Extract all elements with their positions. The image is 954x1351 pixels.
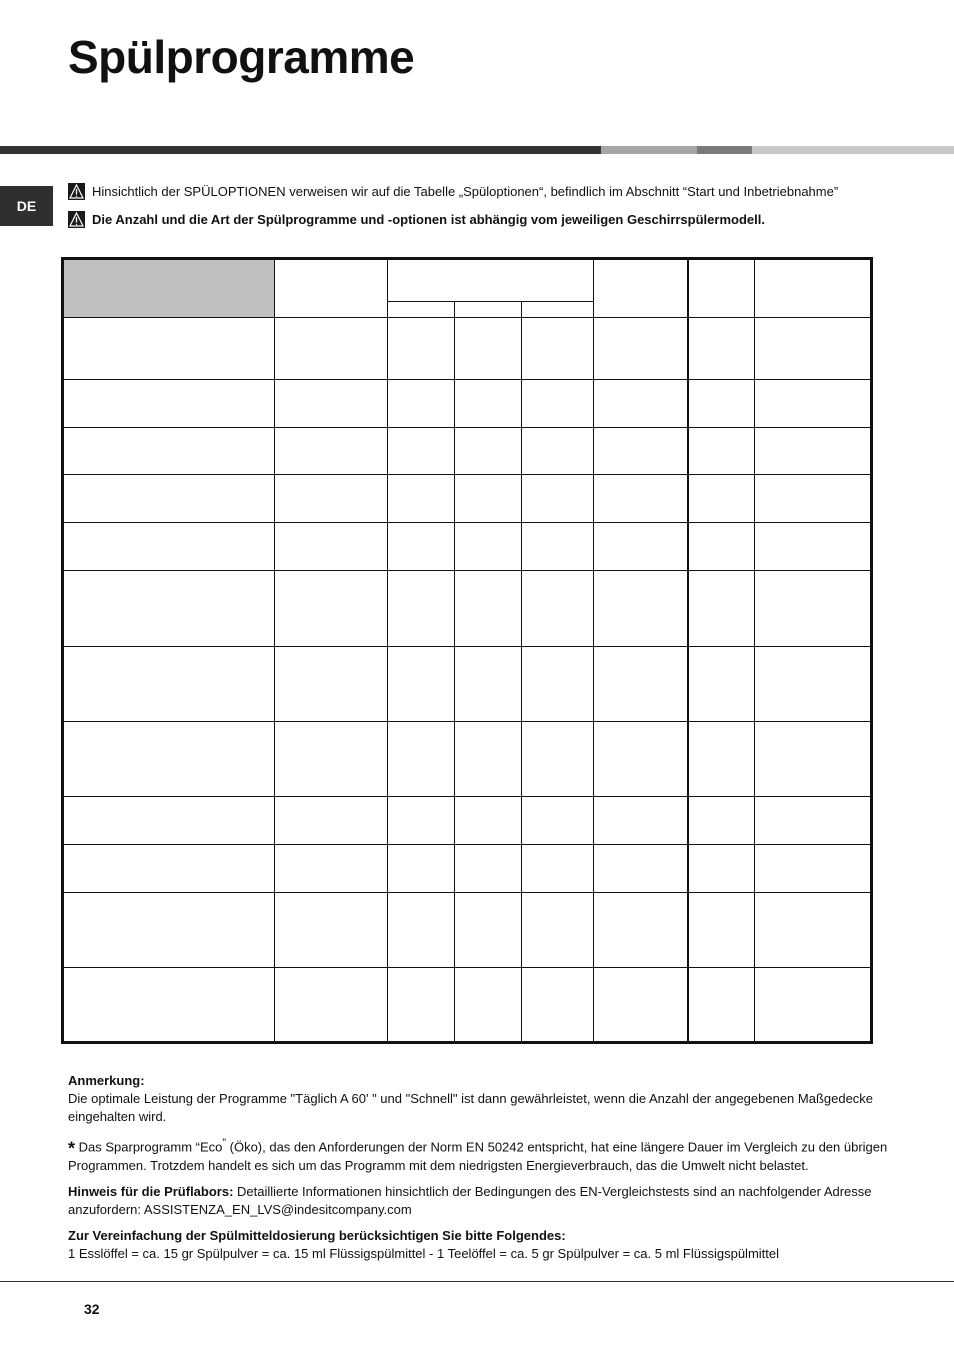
header-stripe-mid [697, 146, 752, 154]
note-remark-text: Die optimale Leistung der Programme "Täglich A 60' " und "Schnell" ist dann gewährleistet, wenn die Anzahl der angegebenen Maßgedecke eingehalten wird. [68, 1091, 874, 1124]
note-eco-text-a: Das Sparprogramm “Eco [75, 1139, 223, 1155]
note-eco [68, 1134, 908, 1175]
table-row [63, 797, 872, 845]
table-row [63, 571, 872, 647]
note-labs-label: Hinweis für die Prüflabors: [68, 1184, 234, 1200]
table-row [63, 318, 872, 380]
notice-options [68, 183, 838, 200]
note-eco-text-b: (Öko), das den Anforderungen der Norm EN 50242 entspricht, hat eine längere Dauer im Vergleich zu den übrigen Programmen. Trotzdem handelt es sich um das Programm mit dem niedrigsten Energieverbrauch, das die Umwelt nicht belastet. [68, 1139, 888, 1174]
header-cell [594, 259, 688, 318]
header-cell [688, 259, 755, 318]
table-row [63, 523, 872, 571]
header-stripe-light [601, 146, 697, 154]
table-header-row [63, 259, 872, 302]
table-row [63, 475, 872, 523]
note-dosing-text: 1 Esslöffel = ca. 15 gr Spülpulver = ca. 15 ml Flüssigspülmittel - 1 Teelöffel = ca. 5 gr Spülpulver = ca. 5 ml Flüssigspülmittel [68, 1246, 780, 1262]
table-row [63, 647, 872, 722]
header-stripe-pale [752, 146, 954, 154]
footer-divider [0, 1281, 954, 1282]
notice-models [68, 211, 765, 228]
table-row [63, 722, 872, 797]
note-dosing [68, 1227, 908, 1263]
note-eco-quote: ” [222, 1137, 227, 1149]
subheader-cell [455, 302, 522, 318]
language-badge: DE [0, 186, 53, 226]
notice-text: Die Anzahl und die Art der Spülprogramme und -optionen ist abhängig vom jeweiligen Geschirrspülermodell. [92, 212, 765, 227]
page-title: Spülprogramme [68, 31, 415, 83]
subheader-cell [388, 302, 455, 318]
warning-icon [68, 211, 85, 228]
note-dosing-label: Zur Vereinfachung der Spülmitteldosierung berücksichtigen Sie bitte Folgendes: [68, 1228, 566, 1244]
program-table [61, 257, 873, 1044]
header-cell-group [388, 259, 594, 302]
note-labs-text: Detaillierte Informationen hinsichtlich der Bedingungen des EN-Vergleichstests sind an nachfolgender Adresse anzufordern: ASSISTENZA_EN_LVS@indesitcompany.com [68, 1184, 872, 1218]
table-row [63, 380, 872, 428]
table-row [63, 893, 872, 968]
table-row [63, 845, 872, 893]
header-cell [755, 259, 872, 318]
asterisk-icon: * [68, 1138, 76, 1159]
note-labs [68, 1183, 908, 1219]
header-cell-program [63, 259, 275, 318]
notice-text: Hinsichtlich der SPÜLOPTIONEN verweisen wir auf die Tabelle „Spüloptionen“, befindlich im Abschnitt “Start und Inbetriebnahme” [92, 184, 839, 199]
header-stripe-dark [0, 146, 601, 154]
subheader-cell [522, 302, 594, 318]
note-remark-label: Anmerkung: [68, 1073, 145, 1088]
note-remark [68, 1072, 908, 1126]
table-row [63, 968, 872, 1043]
notes-section [68, 1072, 908, 1271]
page-number: 32 [84, 1301, 100, 1317]
table-row [63, 428, 872, 475]
header-cell [275, 259, 388, 318]
warning-icon [68, 183, 85, 200]
